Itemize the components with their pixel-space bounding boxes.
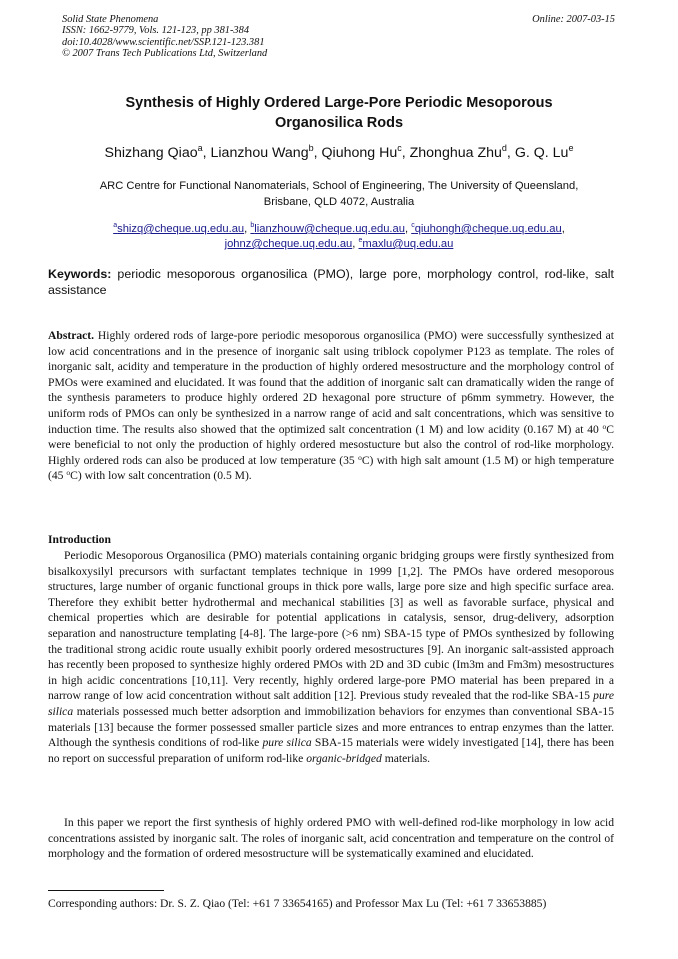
online-date: Online: 2007-03-15 [532,14,615,25]
email-list [40,222,638,252]
email-link[interactable]: $^e$maxlu@uq.edu.au [358,237,454,250]
abstract-label: Abstract. [48,329,95,342]
email-line-2: johnz@cheque.uq.edu.au, $^e$maxlu@uq.edu.au [224,237,454,250]
journal-name: Solid State Phenomena [62,14,159,25]
author: Qiuhong Hu$^c$, [321,143,410,161]
author: Zhonghua Zhu$^d$, [409,143,515,161]
issn-line: ISSN: 1662-9779, Vols. 121-123, pp 381-384 [62,25,250,37]
introduction-paragraph-1: Periodic Mesoporous Organosilica (PMO) materials containing organic bridging groups were firstly synthesized from bisalkoxysilyl precursors with surfactant templates technique in 1999 [1,2]. The PMOs have ordered mesoporous structures, large number of organic functional groups in thick pore walls, large pore size and high specific surface area. Therefore they exhibit better hydrothermal and mechanical stabilities [3] as well as favorable surface, physical and chemical properties which are desirable for potential applications in catalysis, sensor, drug-delivery, adsorption separation and nanostructure templating [4-8]. The large-pore (>6 nm) SBA-15 type of PMOs synthesized by following the traditional strong acidic route usually exhibit poorly ordered mesostructures [9]. An inorganic salt-assisted approach has recently been proposed to synthesize highly ordered PMOs with 2D and 3D cubic (Im3m and Fm3m) mesostructures in high acidic concentrations [10,11]. Very recently, highly ordered large-pore PMO material has been prepared in a narrow range of low acid concentration without salt addition [12]. Previous study revealed that the rod-like SBA-15 pure silica materials possessed much better adsorption and immobilization behaviors for enzymes than conventional SBA-15 materials [13] because the former possessed smaller particle sizes and more entrances to entrap enzymes than the latter. Although the synthesis conditions of rod-like pure silica SBA-15 materials were widely investigated [14], there has been no report on successful preparation of uniform rod-like organic-bridged materials. [48,549,614,765]
introduction-paragraph-2: In this paper we report the first synthesis of highly ordered PMO with well-defined rod-like morphology in low acid concentrations assisted by inorganic salt. The roles of inorganic salt, acid concentration and temperature on the control of morphology and the formation of ordered mesostructure will be systematically examined and elucidated. [48,816,614,861]
author: G. Q. Lu$^e$ [514,143,574,161]
corresponding-authors-footnote: Corresponding authors: Dr. S. Z. Qiao (Tel: +61 7 33654165) and Professor Max Lu (Tel: +61 7 33653885) [48,897,547,910]
email-link[interactable]: $^b$lianzhouw@cheque.uq.edu.au [250,222,405,235]
email-link[interactable]: $^a$shizq@cheque.uq.edu.au [113,222,245,235]
author: Shizhang Qiao$^a$, [104,143,211,161]
journal-header [62,14,267,59]
affiliation [40,178,638,210]
keywords-label: Keywords: [48,267,112,281]
title-line-1: Synthesis of Highly Ordered Large-Pore Periodic Mesoporous [125,95,553,111]
introduction-heading: Introduction [48,533,111,546]
affiliation-line-2: Brisbane, QLD 4072, Australia [263,196,415,208]
paper-title [40,93,638,133]
copyright-line: © 2007 Trans Tech Publications Ltd, Switzerland [62,47,268,59]
author-list [30,145,648,161]
doi-line: doi:10.4028/www.scientific.net/SSP.121-123.381 [62,36,265,48]
author: Lianzhou Wang$^b$, [210,143,322,161]
email-line-1: $^a$shizq@cheque.uq.edu.au, $^b$lianzhouw@cheque.uq.edu.au, $^c$qiuhongh@cheque.uq.edu.au, [113,222,565,235]
footnote-divider [48,890,164,891]
title-line-2: Organosilica Rods [274,115,404,131]
keywords [48,266,614,298]
abstract: Abstract. Highly ordered rods of large-pore periodic mesoporous organosilica (PMO) were successfully synthesized at low acid concentrations and in the presence of inorganic salt using triblock copolymer P123 as template. The roles of inorganic salt, acidity and temperature in the production of highly ordered mesostructure and the morphology control of PMOs were examined and elucidated. It was found that the addition of inorganic salt can dramatically widen the range of the synthesis parameters to produce highly ordered 2D hexagonal pore structure of p6mm symmetry. However, the uniform rods of PMOs can only be synthesized in a narrow range of acid and salt concentrations, which was sensitive to induction time. The results also showed that the optimized salt concentration (1 M) and low acidity (0.167 M) at 40 $^o$C were beneficial to not only the production of highly ordered mesostucture but also the control of rod-like morphology. Highly ordered rods can also be produced at low temperature (35 $^o$C) with high salt amount (1.5 M) or high temperature (45 $^o$C) with low salt concentration (0.5 M). [48,329,615,483]
email-link[interactable]: johnz@cheque.uq.edu.au [224,238,353,250]
email-link[interactable]: $^c$qiuhongh@cheque.uq.edu.au [411,222,562,235]
keywords-text: periodic mesoporous organosilica (PMO), large pore, morphology control, rod-like, salt assistance [48,267,614,297]
affiliation-line-1: ARC Centre for Functional Nanomaterials, School of Engineering, The University of Queensland, [99,180,579,192]
